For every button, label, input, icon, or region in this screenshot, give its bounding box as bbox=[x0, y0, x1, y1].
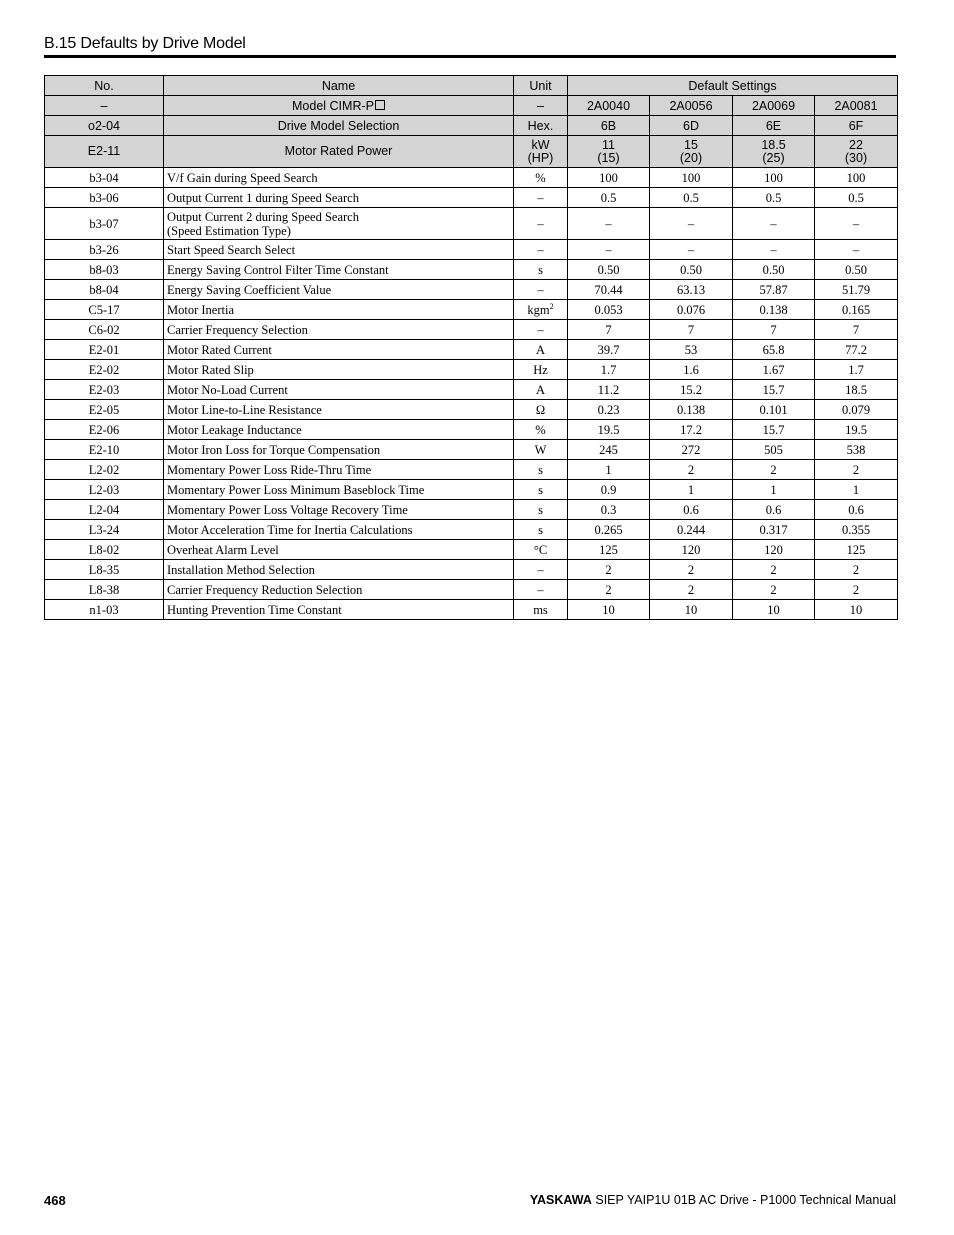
table-row bbox=[45, 500, 898, 520]
e2-11-no: E2-11 bbox=[45, 136, 164, 168]
param-name bbox=[164, 300, 514, 320]
param-name-text: Energy Saving Control Filter Time Constant bbox=[167, 262, 389, 277]
default-value-cell: 2 bbox=[650, 580, 733, 600]
model-row-unit: – bbox=[514, 96, 568, 116]
default-value-cell: 0.3 bbox=[568, 500, 650, 520]
section-heading bbox=[44, 35, 896, 58]
param-unit bbox=[514, 440, 568, 460]
param-unit-text: s bbox=[538, 462, 543, 477]
o2-04-unit: Hex. bbox=[514, 116, 568, 136]
param-unit bbox=[514, 340, 568, 360]
default-value-cell: 125 bbox=[815, 540, 898, 560]
model-cell: 2A0056 bbox=[650, 96, 733, 116]
o2-04-no: o2-04 bbox=[45, 116, 164, 136]
param-unit bbox=[514, 580, 568, 600]
section-title-text: Defaults by Drive Model bbox=[80, 35, 246, 52]
param-unit-text: ms bbox=[533, 602, 548, 617]
table-row bbox=[45, 208, 898, 240]
param-unit-text: – bbox=[537, 282, 544, 297]
placeholder-box-icon bbox=[375, 100, 385, 110]
param-number: C5-17 bbox=[45, 300, 164, 320]
default-value-cell: 0.5 bbox=[568, 188, 650, 208]
kw-value: 18.5 bbox=[761, 137, 786, 152]
param-unit bbox=[514, 380, 568, 400]
default-value-cell: 63.13 bbox=[650, 280, 733, 300]
param-number: b3-06 bbox=[45, 188, 164, 208]
default-value-cell: 0.50 bbox=[650, 260, 733, 280]
default-value-cell: 0.165 bbox=[815, 300, 898, 320]
hp-value: (15) bbox=[597, 150, 620, 165]
default-value-cell: 0.6 bbox=[650, 500, 733, 520]
brand-name: YASKAWA bbox=[529, 1193, 592, 1207]
default-value-cell: 7 bbox=[733, 320, 815, 340]
model-cell: 2A0081 bbox=[815, 96, 898, 116]
default-value-cell: 0.5 bbox=[733, 188, 815, 208]
model-row-no: – bbox=[45, 96, 164, 116]
default-value-cell: 120 bbox=[733, 540, 815, 560]
model-cell: 2A0069 bbox=[733, 96, 815, 116]
kw-value: 11 bbox=[602, 137, 615, 152]
e2-11-value bbox=[733, 136, 815, 168]
default-value-cell: 19.5 bbox=[815, 420, 898, 440]
e2-11-unit bbox=[514, 136, 568, 168]
model-row-name bbox=[164, 96, 514, 116]
default-value-cell: 245 bbox=[568, 440, 650, 460]
param-unit-text: W bbox=[534, 442, 547, 457]
param-number: E2-06 bbox=[45, 420, 164, 440]
param-name-text: Motor No-Load Current bbox=[167, 382, 288, 397]
table-row bbox=[45, 400, 898, 420]
default-value-cell: 2 bbox=[650, 560, 733, 580]
col-header-name: Name bbox=[164, 76, 514, 96]
param-unit-text: A bbox=[535, 342, 546, 357]
param-name-text: V/f Gain during Speed Search bbox=[167, 170, 318, 185]
param-unit bbox=[514, 480, 568, 500]
manual-name: SIEP YAIP1U 01B AC Drive - P1000 Technical Manual bbox=[595, 1193, 896, 1207]
default-value-cell: 7 bbox=[815, 320, 898, 340]
default-value-cell: – bbox=[815, 208, 898, 240]
table-row bbox=[45, 420, 898, 440]
default-value-cell: 1.67 bbox=[733, 360, 815, 380]
param-name-text: Output Current 2 during Speed Search bbox=[167, 209, 359, 224]
param-unit bbox=[514, 460, 568, 480]
default-value-cell: 15.7 bbox=[733, 420, 815, 440]
param-unit-text: s bbox=[538, 522, 543, 537]
param-unit bbox=[514, 400, 568, 420]
default-value-cell: 19.5 bbox=[568, 420, 650, 440]
header-row bbox=[45, 76, 898, 96]
table-row bbox=[45, 380, 898, 400]
param-number: E2-01 bbox=[45, 340, 164, 360]
default-value-cell: – bbox=[568, 208, 650, 240]
default-value-cell: – bbox=[650, 208, 733, 240]
param-unit bbox=[514, 560, 568, 580]
model-cell: 2A0040 bbox=[568, 96, 650, 116]
param-unit bbox=[514, 360, 568, 380]
default-value-cell: 125 bbox=[568, 540, 650, 560]
param-name-text: Carrier Frequency Reduction Selection bbox=[167, 582, 363, 597]
default-value-cell: – bbox=[733, 208, 815, 240]
default-value-cell: 0.23 bbox=[568, 400, 650, 420]
param-name bbox=[164, 360, 514, 380]
default-value-cell: 0.079 bbox=[815, 400, 898, 420]
hp-value: (30) bbox=[844, 150, 868, 165]
default-value-cell: 0.317 bbox=[733, 520, 815, 540]
default-value-cell: 2 bbox=[650, 460, 733, 480]
table-row bbox=[45, 520, 898, 540]
param-unit bbox=[514, 520, 568, 540]
param-name-text: Motor Inertia bbox=[167, 302, 234, 317]
param-number: L2-02 bbox=[45, 460, 164, 480]
default-value-cell: 100 bbox=[815, 168, 898, 188]
param-name bbox=[164, 168, 514, 188]
param-number: L3-24 bbox=[45, 520, 164, 540]
default-value-cell: 1.6 bbox=[650, 360, 733, 380]
col-header-default-settings: Default Settings bbox=[568, 76, 898, 96]
unit-kw: kW bbox=[531, 137, 550, 152]
param-unit-text: s bbox=[538, 262, 543, 277]
param-name bbox=[164, 340, 514, 360]
param-name bbox=[164, 580, 514, 600]
manual-title bbox=[530, 1193, 896, 1207]
table-row bbox=[45, 280, 898, 300]
default-value-cell: 0.50 bbox=[815, 260, 898, 280]
table-row bbox=[45, 188, 898, 208]
o2-04-name: Drive Model Selection bbox=[164, 116, 514, 136]
param-name-text: Start Speed Search Select bbox=[167, 242, 296, 257]
table-header bbox=[45, 76, 898, 168]
param-name-text: Motor Rated Current bbox=[167, 342, 272, 357]
default-value-cell: 2 bbox=[815, 580, 898, 600]
param-number: E2-02 bbox=[45, 360, 164, 380]
param-unit bbox=[514, 168, 568, 188]
param-unit bbox=[514, 420, 568, 440]
param-unit bbox=[514, 540, 568, 560]
param-unit bbox=[514, 240, 568, 260]
default-value-cell: 1 bbox=[733, 480, 815, 500]
default-value-cell: 15.2 bbox=[650, 380, 733, 400]
e2-11-name: Motor Rated Power bbox=[164, 136, 514, 168]
param-name bbox=[164, 480, 514, 500]
default-value-cell: 505 bbox=[733, 440, 815, 460]
param-number: b3-07 bbox=[45, 208, 164, 240]
default-value-cell: 15.7 bbox=[733, 380, 815, 400]
param-number: L8-35 bbox=[45, 560, 164, 580]
kw-value: 15 bbox=[684, 137, 698, 152]
param-name bbox=[164, 240, 514, 260]
default-value-cell: 0.101 bbox=[733, 400, 815, 420]
default-value-cell: – bbox=[733, 240, 815, 260]
default-value-cell: 70.44 bbox=[568, 280, 650, 300]
table-row bbox=[45, 580, 898, 600]
o2-04-value: 6F bbox=[815, 116, 898, 136]
default-value-cell: 0.244 bbox=[650, 520, 733, 540]
default-value-cell: 0.076 bbox=[650, 300, 733, 320]
param-unit-text: – bbox=[537, 562, 544, 577]
default-value-cell: 0.6 bbox=[815, 500, 898, 520]
param-number: b8-04 bbox=[45, 280, 164, 300]
default-value-cell: 1.7 bbox=[815, 360, 898, 380]
default-value-cell: 1 bbox=[568, 460, 650, 480]
param-name bbox=[164, 188, 514, 208]
param-unit-text: A bbox=[535, 382, 546, 397]
table-row bbox=[45, 340, 898, 360]
hp-value: (25) bbox=[762, 150, 785, 165]
param-name bbox=[164, 280, 514, 300]
param-unit-text: – bbox=[537, 242, 544, 257]
unit-superscript: 2 bbox=[549, 301, 554, 311]
section-number: B.15 bbox=[44, 35, 77, 52]
param-name-text-line2: (Speed Estimation Type) bbox=[167, 223, 291, 238]
table-row bbox=[45, 560, 898, 580]
param-number: b3-26 bbox=[45, 240, 164, 260]
param-name-text: Energy Saving Coefficient Value bbox=[167, 282, 332, 297]
param-number: E2-05 bbox=[45, 400, 164, 420]
e2-11-value bbox=[568, 136, 650, 168]
param-name-text: Output Current 1 during Speed Search bbox=[167, 190, 359, 205]
param-number: b8-03 bbox=[45, 260, 164, 280]
default-value-cell: 0.265 bbox=[568, 520, 650, 540]
default-value-cell: 53 bbox=[650, 340, 733, 360]
param-name bbox=[164, 520, 514, 540]
default-value-cell: 0.5 bbox=[815, 188, 898, 208]
param-name bbox=[164, 600, 514, 620]
default-value-cell: 0.355 bbox=[815, 520, 898, 540]
param-name bbox=[164, 380, 514, 400]
default-value-cell: 272 bbox=[650, 440, 733, 460]
e2-11-value bbox=[650, 136, 733, 168]
param-unit-text: Ω bbox=[535, 402, 546, 417]
param-name bbox=[164, 208, 514, 240]
o2-04-value: 6B bbox=[568, 116, 650, 136]
default-value-cell: 10 bbox=[568, 600, 650, 620]
default-value-cell: 10 bbox=[815, 600, 898, 620]
param-number: E2-03 bbox=[45, 380, 164, 400]
default-value-cell: 0.50 bbox=[733, 260, 815, 280]
param-unit-text: % bbox=[535, 422, 546, 437]
param-number: L2-03 bbox=[45, 480, 164, 500]
default-value-cell: 1.7 bbox=[568, 360, 650, 380]
table-row bbox=[45, 480, 898, 500]
default-value-cell: – bbox=[650, 240, 733, 260]
param-unit-text: kgm bbox=[527, 302, 550, 317]
drive-model-selection-row bbox=[45, 116, 898, 136]
param-name-text: Motor Leakage Inductance bbox=[167, 422, 302, 437]
param-number: L8-02 bbox=[45, 540, 164, 560]
param-unit-text: – bbox=[537, 582, 544, 597]
param-name bbox=[164, 440, 514, 460]
default-value-cell: 10 bbox=[650, 600, 733, 620]
default-value-cell: 0.50 bbox=[568, 260, 650, 280]
default-value-cell: 100 bbox=[733, 168, 815, 188]
default-value-cell: 17.2 bbox=[650, 420, 733, 440]
param-name-text: Momentary Power Loss Ride-Thru Time bbox=[167, 462, 372, 477]
default-value-cell: 1 bbox=[650, 480, 733, 500]
default-value-cell: 100 bbox=[568, 168, 650, 188]
default-value-cell: 7 bbox=[650, 320, 733, 340]
default-value-cell: 65.8 bbox=[733, 340, 815, 360]
param-unit bbox=[514, 600, 568, 620]
param-unit bbox=[514, 260, 568, 280]
hp-value: (20) bbox=[679, 150, 703, 165]
table-row bbox=[45, 240, 898, 260]
table-row bbox=[45, 300, 898, 320]
default-value-cell: 10 bbox=[733, 600, 815, 620]
defaults-table bbox=[44, 75, 898, 620]
table-row bbox=[45, 360, 898, 380]
default-value-cell: 51.79 bbox=[815, 280, 898, 300]
param-name-text: Momentary Power Loss Voltage Recovery Time bbox=[167, 502, 408, 517]
col-header-unit: Unit bbox=[514, 76, 568, 96]
param-name-text: Installation Method Selection bbox=[167, 562, 315, 577]
param-name-text: Motor Line-to-Line Resistance bbox=[167, 402, 322, 417]
default-value-cell: 538 bbox=[815, 440, 898, 460]
default-value-cell: 2 bbox=[568, 580, 650, 600]
default-value-cell: 100 bbox=[650, 168, 733, 188]
default-value-cell: 2 bbox=[733, 460, 815, 480]
kw-value: 22 bbox=[849, 137, 863, 152]
param-unit bbox=[514, 188, 568, 208]
default-value-cell: 7 bbox=[568, 320, 650, 340]
o2-04-value: 6D bbox=[650, 116, 733, 136]
default-value-cell: 120 bbox=[650, 540, 733, 560]
e2-11-value bbox=[815, 136, 898, 168]
model-row bbox=[45, 96, 898, 116]
param-name bbox=[164, 560, 514, 580]
default-value-cell: 11.2 bbox=[568, 380, 650, 400]
motor-rated-power-row bbox=[45, 136, 898, 168]
param-unit bbox=[514, 280, 568, 300]
default-value-cell: 2 bbox=[568, 560, 650, 580]
param-unit-text: s bbox=[538, 502, 543, 517]
default-value-cell: – bbox=[568, 240, 650, 260]
param-name bbox=[164, 460, 514, 480]
default-value-cell: 0.5 bbox=[650, 188, 733, 208]
param-number: E2-10 bbox=[45, 440, 164, 460]
param-number: b3-04 bbox=[45, 168, 164, 188]
default-value-cell: 0.138 bbox=[650, 400, 733, 420]
param-unit-text: – bbox=[537, 190, 544, 205]
param-number: L2-04 bbox=[45, 500, 164, 520]
table-row bbox=[45, 460, 898, 480]
model-row-name-text: Model CIMR-P bbox=[292, 98, 374, 113]
table-row bbox=[45, 600, 898, 620]
param-number: L8-38 bbox=[45, 580, 164, 600]
param-number: C6-02 bbox=[45, 320, 164, 340]
default-value-cell: 77.2 bbox=[815, 340, 898, 360]
param-unit bbox=[514, 320, 568, 340]
param-name-text: Overheat Alarm Level bbox=[167, 542, 279, 557]
o2-04-value: 6E bbox=[733, 116, 815, 136]
default-value-cell: 0.053 bbox=[568, 300, 650, 320]
default-value-cell: 0.6 bbox=[733, 500, 815, 520]
table-row bbox=[45, 168, 898, 188]
default-value-cell: – bbox=[815, 240, 898, 260]
param-name-text: Motor Iron Loss for Torque Compensation bbox=[167, 442, 381, 457]
default-value-cell: 0.138 bbox=[733, 300, 815, 320]
param-name bbox=[164, 400, 514, 420]
unit-hp: (HP) bbox=[527, 150, 554, 165]
param-name bbox=[164, 420, 514, 440]
col-header-no: No. bbox=[45, 76, 164, 96]
default-value-cell: 2 bbox=[815, 460, 898, 480]
param-unit-text: % bbox=[535, 170, 546, 185]
param-unit-text: – bbox=[537, 216, 544, 231]
param-unit bbox=[514, 208, 568, 240]
param-unit-text: Hz bbox=[533, 362, 548, 377]
param-name-text: Momentary Power Loss Minimum Baseblock Time bbox=[167, 482, 425, 497]
table-row bbox=[45, 440, 898, 460]
param-unit-text: – bbox=[537, 322, 544, 337]
param-unit-text: °C bbox=[533, 542, 548, 557]
param-unit-text: s bbox=[538, 482, 543, 497]
param-name-text: Motor Acceleration Time for Inertia Calculations bbox=[167, 522, 413, 537]
default-value-cell: 2 bbox=[815, 560, 898, 580]
default-value-cell: 2 bbox=[733, 580, 815, 600]
param-unit bbox=[514, 500, 568, 520]
default-value-cell: 2 bbox=[733, 560, 815, 580]
param-name-text: Hunting Prevention Time Constant bbox=[167, 602, 342, 617]
param-name bbox=[164, 540, 514, 560]
default-value-cell: 18.5 bbox=[815, 380, 898, 400]
param-name bbox=[164, 260, 514, 280]
param-name-text: Carrier Frequency Selection bbox=[167, 322, 308, 337]
page-number: 468 bbox=[44, 1193, 66, 1208]
default-value-cell: 57.87 bbox=[733, 280, 815, 300]
param-name bbox=[164, 500, 514, 520]
table-body bbox=[45, 168, 898, 620]
param-number: n1-03 bbox=[45, 600, 164, 620]
param-name-text: Motor Rated Slip bbox=[167, 362, 254, 377]
default-value-cell: 39.7 bbox=[568, 340, 650, 360]
table-row bbox=[45, 540, 898, 560]
table-row bbox=[45, 260, 898, 280]
param-unit bbox=[514, 300, 568, 320]
table-row bbox=[45, 320, 898, 340]
default-value-cell: 0.9 bbox=[568, 480, 650, 500]
default-value-cell: 1 bbox=[815, 480, 898, 500]
param-name bbox=[164, 320, 514, 340]
